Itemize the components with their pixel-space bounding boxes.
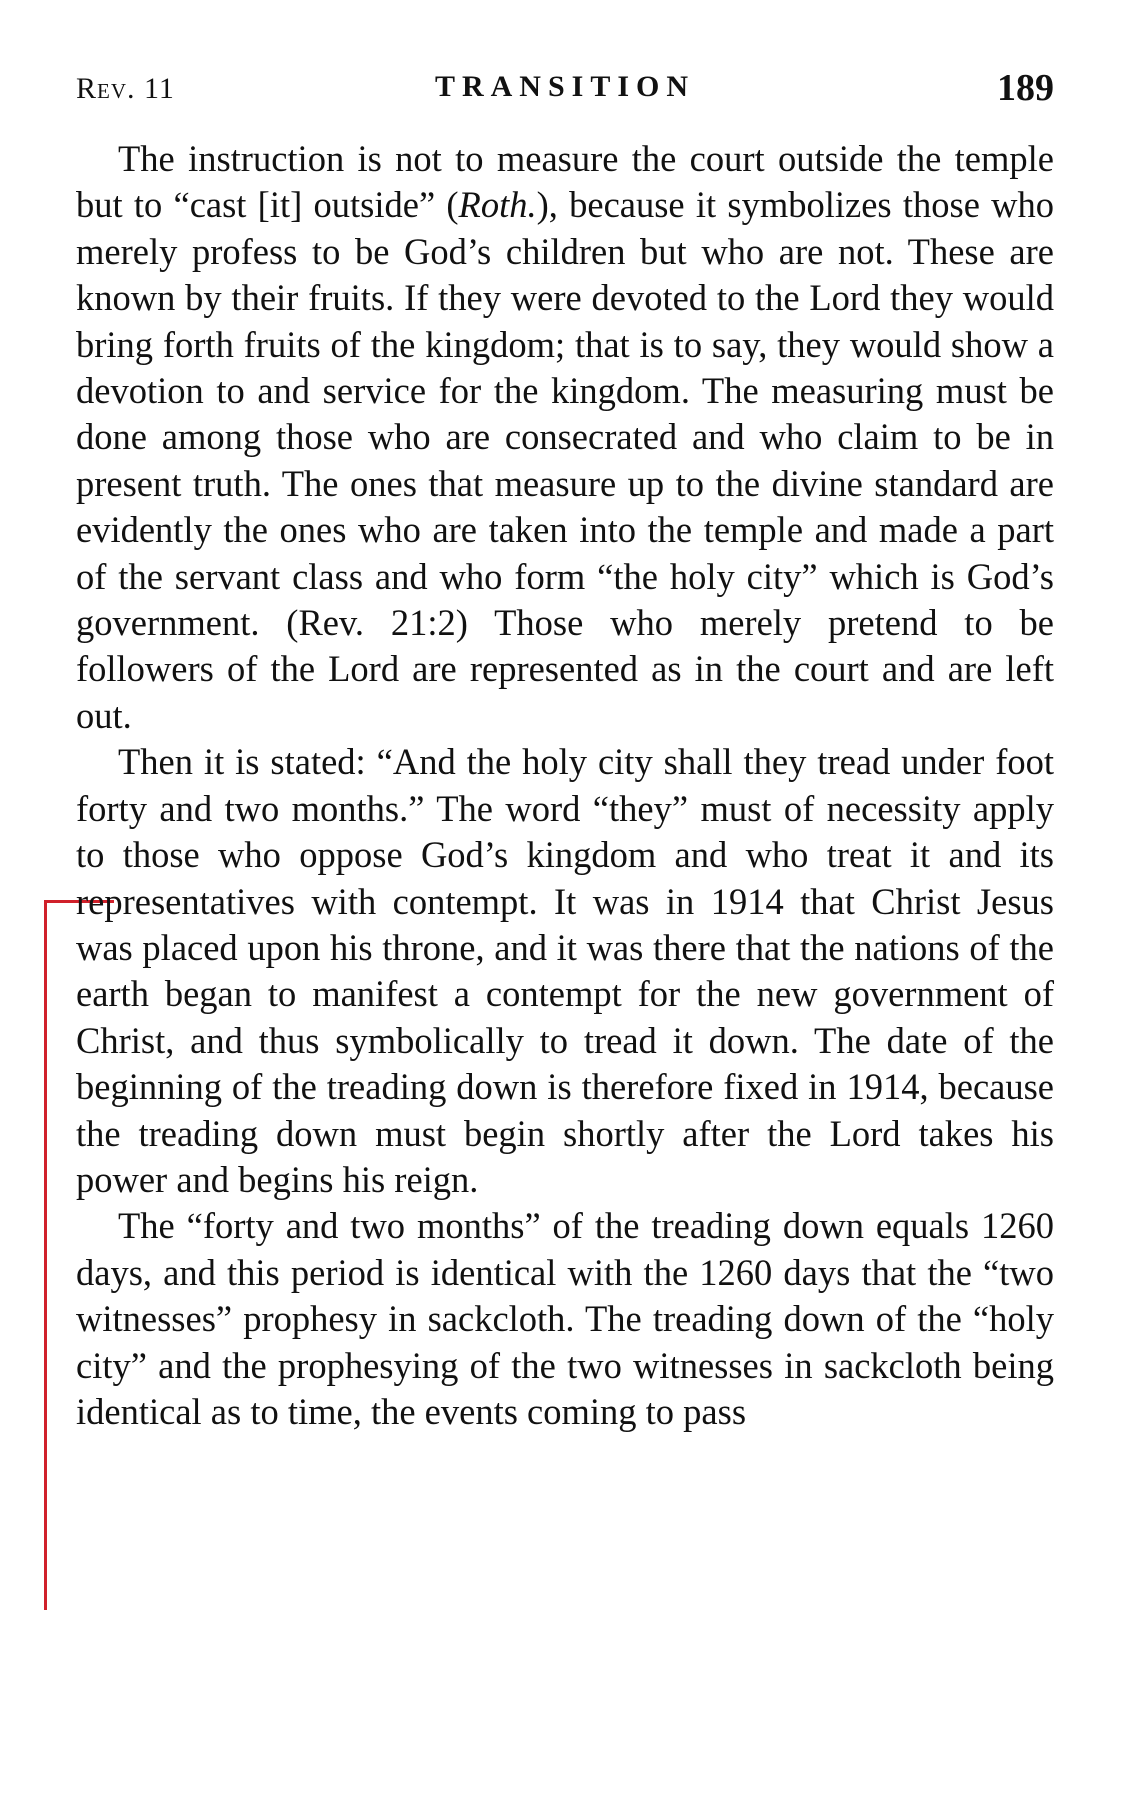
paragraph-3: The “forty and two months” of the treading down equals 1260 days, and this period is identical with the 1260 days that the “two witnesses” prophesy in sackcloth. The treading down of the “holy city” and the prophesying of the two witnesses in sackcloth being identical as to time, the events coming to pass: [76, 1205, 1054, 1432]
paragraph-2: Then it is stated: “And the holy city shall they tread under foot forty and two months.” The word “they” must of necessity apply to those who oppose God’s kingdom and who treat it and its representatives with contempt. It was in 1914 that Christ Jesus was placed upon his throne, and it was there that the nations of the earth began to manifest a contempt for the new government of Christ, and thus symbolically to tread it down. The date of the beginning of the treading down is therefore fixed in 1914, because the treading down must begin shortly after the Lord takes his power and begins his reign.: [76, 741, 1054, 1200]
page-header: [76, 66, 1054, 116]
page-number: 189: [997, 67, 1054, 109]
running-title: TRANSITION: [434, 70, 696, 103]
body-text: [76, 136, 1054, 1435]
chapter-reference: Rev. 11: [76, 72, 175, 105]
paragraph-1: The instruction is not to measure the court outside the temple but to “cast [it] outside” (Roth.), because it symbolizes those who merely profess to be God’s children but who are not. These are known by their fruits. If they were devoted to the Lord they would bring forth fruits of the kingdom; that is to say, they would show a devotion to and service for the kingdom. The measuring must be done among those who are consecrated and who claim to be in present truth. The ones that measure up to the divine standard are evidently the ones who are taken into the temple and made a part of the servant class and who form “the holy city” which is God’s government. (Rev. 21:2) Those who merely pretend to be followers of the Lord are represented as in the court and are left out.: [76, 138, 1054, 736]
